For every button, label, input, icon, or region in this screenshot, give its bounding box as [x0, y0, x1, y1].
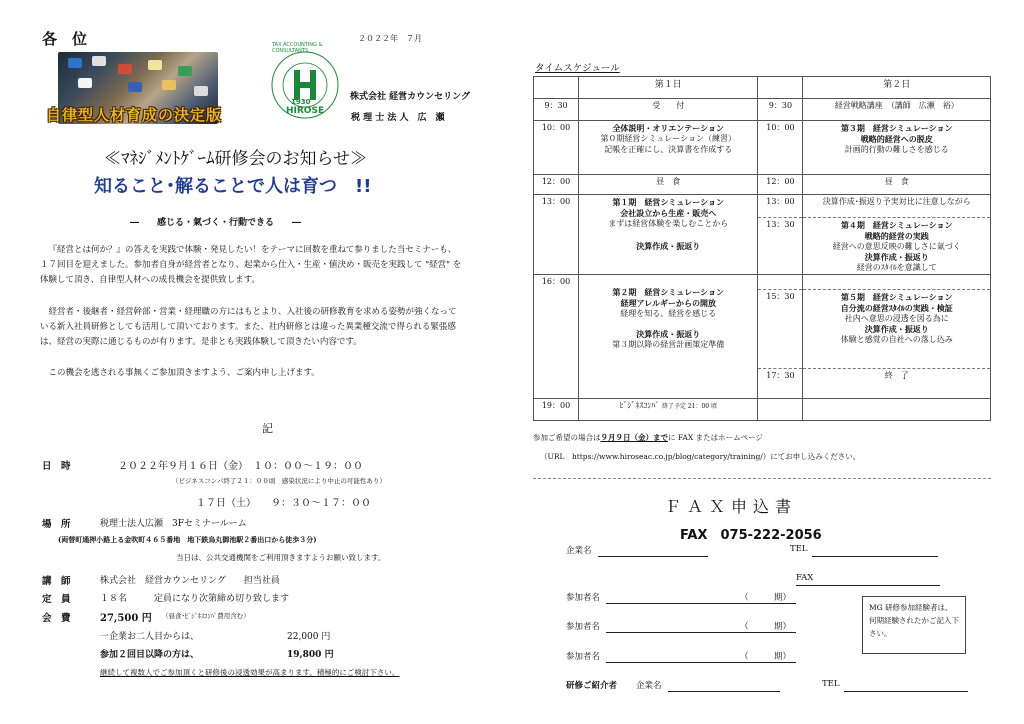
time-cell: 9：30 — [758, 99, 803, 121]
company-label: 企業名 — [566, 546, 592, 556]
fax-form-title: ＦＡＸ申込書 — [665, 497, 798, 516]
schedule-cell — [803, 217, 990, 274]
referral-label: 研修ご紹介者 — [566, 681, 618, 691]
cell-line: 自分流の経営ｽﾀｲﾙの実践・検証 — [840, 302, 953, 313]
referral-company-field[interactable] — [668, 691, 780, 692]
fax-number: FAX 075-222-2056 — [680, 528, 822, 543]
apply-prefix: 参加ご希望の場合は — [533, 433, 601, 442]
logo-year: 1930 — [291, 98, 311, 106]
apply-url: （URL https://www.hiroseac.co.jp/blog/category/training/）にてお申し込みください。 — [540, 452, 861, 461]
time-cell: 13：30 — [758, 217, 802, 231]
nichiji-day1: ２０２２年９月１６日（金） １０：００～１９：００ — [118, 461, 363, 472]
kaihi-note: （昼食･ﾋﾞｼﾞﾈｽｺﾝﾊﾟ費用含む） — [162, 612, 250, 620]
participant-1-field[interactable] — [606, 603, 796, 604]
time-cell: 10：00 — [758, 121, 803, 175]
teiin-label: 定 員 — [42, 594, 71, 605]
kaihi-value: 27,500 円 — [100, 613, 152, 624]
cell-line: 第４期 経営シミュレーション — [840, 220, 953, 230]
cell-line: 全体説明・オリエンテーション — [612, 123, 724, 133]
cell-line: 計画的行動の難しさを感じる — [844, 144, 949, 154]
photo-caption: 自律型人材育成の決定版 — [46, 106, 223, 124]
referral-company-label: 企業名 — [636, 681, 662, 691]
cell-line: 体験と感覚の自社への落し込み — [840, 335, 953, 345]
day1-header: 第１日 — [579, 77, 758, 99]
referral-tel-field[interactable] — [844, 691, 968, 692]
schedule-cell — [579, 274, 758, 398]
time-cell: 17：30 — [758, 368, 802, 382]
logo-name: HIROSE — [286, 106, 325, 116]
day2-header: 第２日 — [803, 77, 991, 99]
issue-date: ２０２２年 ７月 — [358, 34, 422, 43]
schedule-cell: 受 付 — [579, 99, 758, 121]
teiin-value: １８名 定員になり次第締め切り致します — [100, 594, 290, 604]
time-cell: 12：00 — [758, 175, 803, 195]
basho-note: (両替町通押小路上る金吹町４６５番地 地下鉄烏丸御池駅２番出口から徒歩３分) — [58, 535, 317, 544]
kaihi-label: 会 費 — [42, 613, 71, 624]
time-cell: 13：00 — [766, 197, 795, 206]
ki-label: （ 期） — [740, 593, 792, 603]
apply-suffix: に FAX またはホームページ — [668, 433, 763, 442]
time-cell: 9：30 — [534, 99, 579, 121]
fax-field[interactable] — [796, 585, 940, 586]
tel-label: TEL — [790, 544, 808, 554]
nichiji-day2: １７日（土） ９：３０～１７：００ — [196, 498, 371, 509]
participant-label: 参加者名 — [566, 622, 601, 632]
cell-line: ﾋﾞｼﾞﾈｽｺﾝﾊﾟ — [619, 400, 660, 410]
cell-line: 戦略的経営の実践 — [864, 230, 929, 241]
time-cell: 15：30 — [758, 289, 802, 368]
schedule-table — [533, 76, 991, 421]
basho-value: 税理士法人広瀬 3Fセミナールーム — [100, 519, 247, 529]
cell-line: 第１期 経営シミュレーション — [612, 197, 724, 207]
discount-1-label: 一企業お二人目からは、 — [100, 632, 200, 642]
schedule-cell — [579, 121, 758, 175]
addressee: 各 位 — [42, 30, 88, 48]
cell-line: 記帳を正確にし、決算書を作成する — [604, 144, 733, 154]
mg-note-box: MG 研修参加経験者は、何期経験されたかご記入下さい。 — [862, 596, 966, 654]
cell-line: 社内へ意思の浸透を図る為に — [844, 313, 949, 323]
cell-line: 第２期 経営シミュレーション — [612, 286, 724, 297]
footer-note: 継続して複数人でご参加頂くと研修後の浸透効果が高まります。積極的にご検討下さい。 — [100, 668, 400, 677]
slogan: 知ること･解ることで人は育つ !! — [94, 176, 372, 197]
time-cell: 16：00 — [534, 274, 579, 398]
cell-line: 第５期 経営シミュレーション — [840, 291, 953, 302]
company-field[interactable] — [598, 556, 708, 557]
fax-label: FAX — [796, 573, 814, 583]
participant-label: 参加者名 — [566, 652, 601, 662]
participant-3-field[interactable] — [606, 662, 796, 663]
time-cell: 13：00 — [534, 195, 579, 275]
referral-tel-label: TEL — [822, 679, 840, 689]
cell-line: 会社設立から生産・販売へ — [620, 207, 717, 218]
participant-2-field[interactable] — [606, 632, 796, 633]
time-cell: 10：00 — [534, 121, 579, 175]
time-cell: 19：00 — [534, 398, 579, 420]
subtitle: ― 感じる・氣づく・行動できる ― — [130, 218, 302, 228]
cell-line: 決算作成・振返り — [864, 324, 929, 335]
hirose-logo — [270, 42, 340, 120]
cut-line — [533, 478, 991, 479]
tel-field[interactable] — [812, 556, 938, 557]
page-title: ≪ﾏﾈｼﾞﾒﾝﾄｹﾞｰﾑ研修会のお知らせ≫ — [104, 149, 367, 169]
cell-line: 決算作成・振返り — [636, 329, 701, 340]
logo-ring-text: TAX ACCOUNTING & CONSULTANTS — [272, 42, 323, 54]
intro-paragraph-3: この機会を逃される事無くご参加頂きますよう、ご案内申し上げます。 — [48, 368, 320, 378]
company-name-2: 税 理 士 法 人 広 瀬 — [351, 113, 445, 123]
cell-line: まずは経営体験を楽しむことから — [608, 218, 729, 228]
schedule-cell: 終 了 — [803, 368, 990, 382]
cell-line: 決算作成・振返り — [864, 252, 929, 263]
company-name-1: 株式会社 経営カウンセリング — [350, 92, 470, 102]
time-cell: 12：00 — [534, 175, 579, 195]
schedule-cell: 経営戦略講座 （講師 広瀬 裕） — [803, 99, 991, 121]
basho-note-2: 当日は、公共交通機関をご利用頂きますようお願い致します。 — [176, 553, 386, 562]
discount-2-label: 参加２回目以降の方は、 — [100, 650, 200, 660]
ki-mark: 記 — [262, 422, 273, 435]
schedule-cell: 昼 食 — [579, 175, 758, 195]
nichiji-label: 日 時 — [42, 461, 71, 472]
cell-line: 第３期以降の経営計画策定準備 — [612, 340, 725, 350]
cell-line: 戦略的経営への脱皮 — [860, 133, 933, 144]
schedule-cell: 決算作成･振返り予実対比に注意しながら — [822, 197, 971, 206]
schedule-title: タイムスケジュール — [535, 63, 620, 74]
apply-line-1 — [533, 432, 763, 443]
schedule-cell: 昼 食 — [803, 175, 991, 195]
cell-line: 決算作成・振返り — [636, 241, 701, 252]
schedule-cell — [803, 121, 991, 175]
cell-line: 経理アレルギーからの開放 — [620, 297, 716, 308]
cell-line: 経営のｽﾀｲﾙを意識して — [856, 263, 937, 273]
basho-label: 場 所 — [42, 519, 71, 530]
cell-line: 経理を知る、経営を感じる — [620, 308, 717, 318]
nichiji-note: （ビジネスコンパ終了２１：００頃 感染状況により中止の可能性あり） — [172, 477, 386, 485]
koshi-value: 株式会社 経営カウンセリング 担当社員 — [100, 576, 280, 586]
cell-line: 第３期 経営シミュレーション — [840, 123, 953, 133]
discount-1-value: 22,000 円 — [287, 632, 331, 642]
cell-line: 終了予定 21：00 頃 — [661, 402, 718, 410]
schedule-cell — [579, 195, 758, 275]
ki-label: （ 期） — [740, 652, 792, 662]
schedule-cell — [803, 289, 990, 368]
koshi-label: 講 師 — [42, 576, 71, 587]
ki-label: （ 期） — [740, 622, 792, 632]
intro-paragraph-1: 『経営とは何か？』の答えを実践で体験・発見したい！をテーマに回数を重ねて参りました当セミナーも、１７回目を迎えました。参加者自身が経営者となり、起業から仕入・生産・値決め・販売を実践して "経営" を体験して頂き、自律型人材への成長機会を提供致します。 — [40, 245, 462, 285]
cell-line: 第０期経営シミュレーション（練習） — [600, 133, 736, 143]
schedule-cell — [579, 398, 758, 420]
intro-paragraph-2: 経営者・後継者・経営幹部・営業・経理職の方にはもとより、入社後の研修教育を求める姿勢が強くなっている新入社員研修としても活用して頂いております。また、社内研修とは違った異業種交流で得られる緊張感は、経営の実際に通じるものが有ります。是非とも実践体験して頂きたい内容です。 — [40, 307, 457, 347]
cell-line: 経営への意思反映の難しさに氣づく — [832, 241, 961, 251]
discount-2-value: 19,800 円 — [287, 650, 334, 660]
apply-deadline: ９月９日（金）まで — [600, 433, 668, 442]
participant-label: 参加者名 — [566, 593, 601, 603]
